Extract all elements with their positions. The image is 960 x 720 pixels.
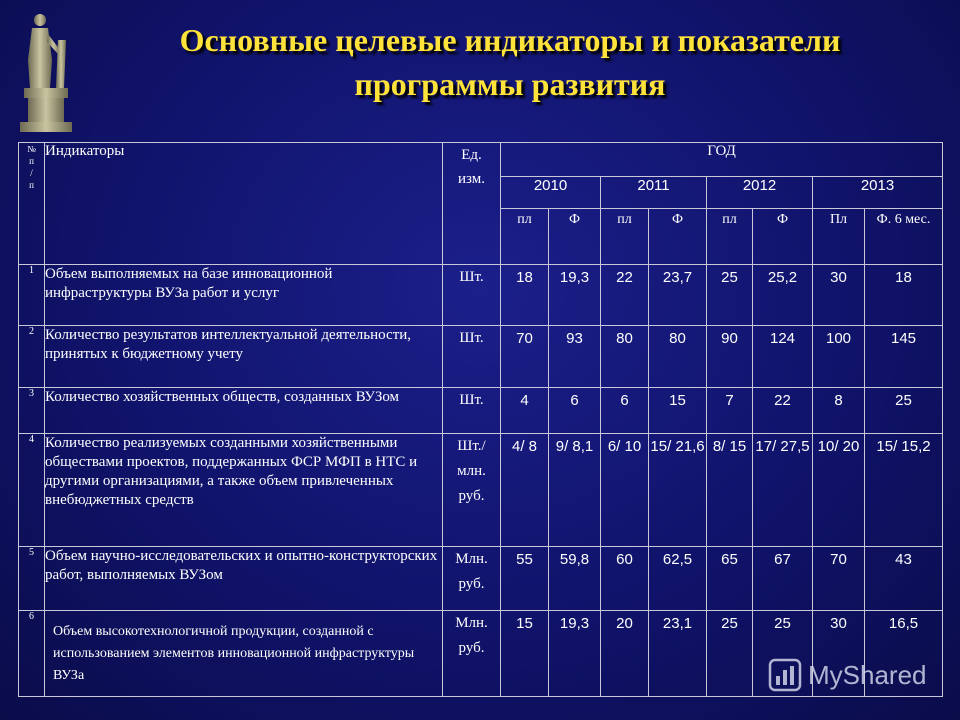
cell-2010-plan: 70: [501, 326, 549, 388]
cell-2011-plan: 60: [601, 547, 649, 611]
bar-chart-icon: [768, 658, 802, 692]
cell-2012-fact: 67: [753, 547, 813, 611]
cell-2010-fact: 93: [549, 326, 601, 388]
header-unit-line1: Ед.: [461, 147, 482, 163]
cell-2013-fact: 18: [865, 265, 943, 326]
table-row: [19, 326, 943, 388]
header-year-2012: 2012: [707, 177, 813, 209]
header-num-symbol: №: [27, 144, 36, 154]
table-row: [19, 265, 943, 326]
cell-2011-plan: 6: [601, 388, 649, 434]
cell-2011-fact: 15: [649, 388, 707, 434]
cell-2012-plan: 7: [707, 388, 753, 434]
title-line-1: Основные целевые индикаторы и показатели: [179, 22, 841, 58]
cell-2012-fact: 25,2: [753, 265, 813, 326]
cell-2012-fact: 17/ 27,5: [753, 434, 813, 547]
row-number: 2: [19, 326, 45, 388]
indicators-table: [18, 142, 943, 697]
cell-2013-plan: 10/ 20: [813, 434, 865, 547]
header-row-year: [19, 143, 943, 177]
cell-2013-plan: 70: [813, 547, 865, 611]
header-num-p2: п: [29, 180, 34, 190]
table-row: [19, 547, 943, 611]
cell-2010-fact: 9/ 8,1: [549, 434, 601, 547]
row-indicator: Количество хозяйственных обществ, созданных ВУЗом: [45, 388, 443, 434]
row-indicator: Количество результатов интеллектуальной деятельности, принятых к бюджетному учету: [45, 326, 443, 388]
header-num-p1: п: [29, 156, 34, 166]
header-year-2013: 2013: [813, 177, 943, 209]
watermark-text: MyShared: [808, 659, 927, 690]
cell-2012-plan: 90: [707, 326, 753, 388]
header-sub-fact: Ф. 6 мес.: [865, 209, 943, 265]
row-number: 5: [19, 547, 45, 611]
cell-2010-plan: 4/ 8: [501, 434, 549, 547]
cell-2013-fact: 15/ 15,2: [865, 434, 943, 547]
cell-2011-fact: 23,7: [649, 265, 707, 326]
cell-2012-plan: 8/ 15: [707, 434, 753, 547]
header-sub-fact: Ф: [549, 209, 601, 265]
title-line-2: программы развития: [354, 66, 666, 102]
row-indicator: Объем научно-исследовательских и опытно-конструкторских работ, выполняемых ВУЗом: [45, 547, 443, 611]
cell-2012-fact: 124: [753, 326, 813, 388]
header-sub-plan: пл: [501, 209, 549, 265]
header-sub-plan: Пл: [813, 209, 865, 265]
cell-2011-fact: 15/ 21,6: [649, 434, 707, 547]
table-row: [19, 434, 943, 547]
cell-2010-fact: 19,3: [549, 611, 601, 697]
cell-2011-plan: 6/ 10: [601, 434, 649, 547]
row-unit: Шт.: [443, 388, 501, 434]
cell-2013-plan: 100: [813, 326, 865, 388]
header-sub-plan: пл: [601, 209, 649, 265]
cell-2013-fact: 25: [865, 388, 943, 434]
cell-2012-plan: 25: [707, 611, 753, 697]
cell-2010-plan: 4: [501, 388, 549, 434]
cell-2010-plan: 55: [501, 547, 549, 611]
row-indicator: Объем выполняемых на базе инновационной инфраструктуры ВУЗа работ и услуг: [45, 265, 443, 326]
slide-title: [80, 18, 940, 106]
cell-2012-plan: 25: [707, 265, 753, 326]
table-row: [19, 388, 943, 434]
row-indicator: Количество реализуемых созданными хозяйственными обществами проектов, поддержанных ФСР МФП в НТС и другими организациями, а также объем привлеченных внебюджетных средств: [45, 434, 443, 547]
cell-2011-plan: 20: [601, 611, 649, 697]
myshared-watermark: [768, 655, 927, 695]
header-year-2011: 2011: [601, 177, 707, 209]
cell-2013-plan: 30: [813, 611, 865, 697]
row-unit: Млн. руб.: [443, 611, 501, 697]
cell-2013-plan: 30: [813, 265, 865, 326]
cell-2010-fact: 6: [549, 388, 601, 434]
cell-2012-fact: 22: [753, 388, 813, 434]
cell-2011-fact: 23,1: [649, 611, 707, 697]
row-unit: Шт.: [443, 265, 501, 326]
row-number: 1: [19, 265, 45, 326]
row-number: 3: [19, 388, 45, 434]
header-unit-line2: изм.: [458, 171, 485, 187]
header-indicators: Индикаторы: [45, 143, 443, 265]
cell-2013-plan: 8: [813, 388, 865, 434]
cell-2010-plan: 15: [501, 611, 549, 697]
cell-2012-plan: 65: [707, 547, 753, 611]
cell-2013-fact: 16,5: [865, 611, 943, 697]
header-year-2010: 2010: [501, 177, 601, 209]
header-unit: [443, 143, 501, 265]
cell-2010-plan: 18: [501, 265, 549, 326]
cell-2011-fact: 80: [649, 326, 707, 388]
row-number: 4: [19, 434, 45, 547]
cell-2011-plan: 22: [601, 265, 649, 326]
monument-logo-icon: [14, 10, 78, 138]
row-unit: Шт.: [443, 326, 501, 388]
row-unit: Шт./ млн. руб.: [443, 434, 501, 547]
header-sub-plan: пл: [707, 209, 753, 265]
header-sub-fact: Ф: [753, 209, 813, 265]
row-indicator: Объем высокотехнологичной продукции, созданной с использованием элементов инновационной инфраструктуры ВУЗа: [45, 611, 443, 697]
header-sub-fact: Ф: [649, 209, 707, 265]
header-num-slash: /: [30, 168, 33, 178]
cell-2012-fact: 25: [753, 611, 813, 697]
cell-2011-plan: 80: [601, 326, 649, 388]
cell-2013-fact: 145: [865, 326, 943, 388]
header-num: [19, 143, 45, 265]
header-year: ГОД: [501, 143, 943, 177]
cell-2010-fact: 19,3: [549, 265, 601, 326]
cell-2011-fact: 62,5: [649, 547, 707, 611]
cell-2010-fact: 59,8: [549, 547, 601, 611]
cell-2013-fact: 43: [865, 547, 943, 611]
row-number: 6: [19, 611, 45, 697]
row-unit: Млн. руб.: [443, 547, 501, 611]
